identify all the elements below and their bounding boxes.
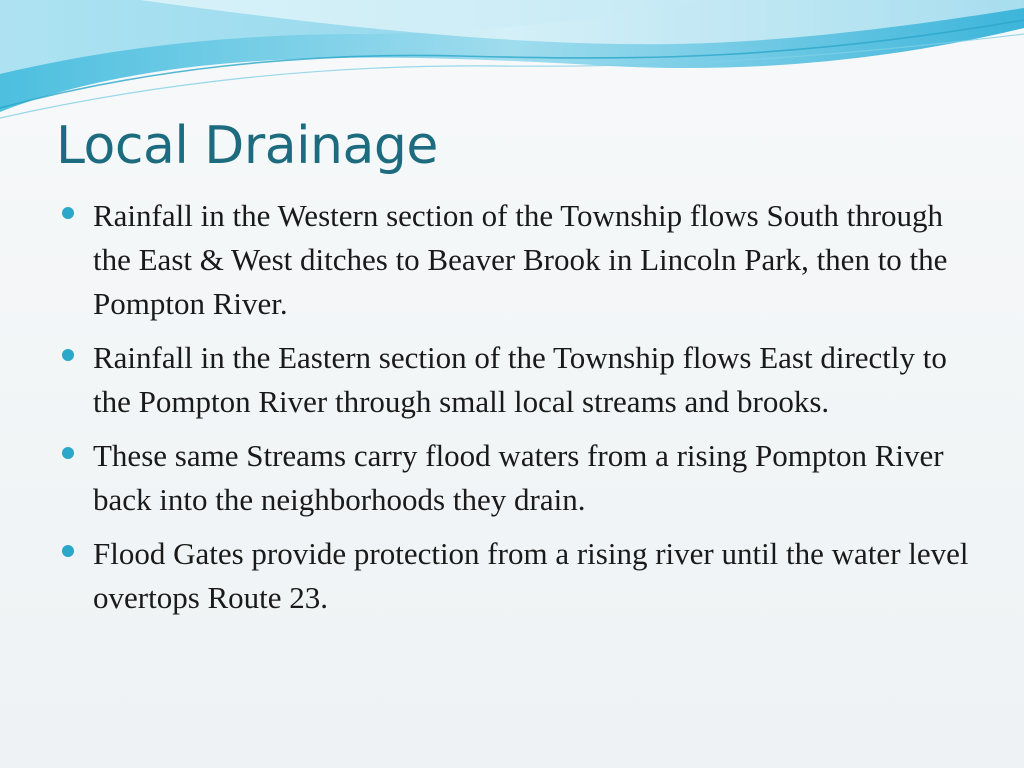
bullet-text: These same Streams carry flood waters from a rising Pompton River back into the neighborhoods they drain. — [93, 438, 944, 517]
list-item — [62, 532, 982, 620]
bullet-icon — [62, 545, 74, 557]
list-item — [62, 194, 982, 326]
bullet-text: Rainfall in the Eastern section of the Township flows East directly to the Pompton River through small local streams and brooks. — [93, 340, 947, 419]
bullet-text: Flood Gates provide protection from a rising river until the water level overtops Route 23. — [93, 536, 969, 615]
bullet-icon — [62, 447, 74, 459]
list-item — [62, 434, 982, 522]
bullet-icon — [62, 349, 74, 361]
slide-title: Local Drainage — [56, 116, 438, 176]
bullet-text: Rainfall in the Western section of the Township flows South through the East & West ditches to Beaver Brook in Lincoln Park, then to the Pompton River. — [93, 198, 948, 321]
bullet-icon — [62, 207, 74, 219]
list-item — [62, 336, 982, 424]
bullet-list — [62, 194, 982, 630]
